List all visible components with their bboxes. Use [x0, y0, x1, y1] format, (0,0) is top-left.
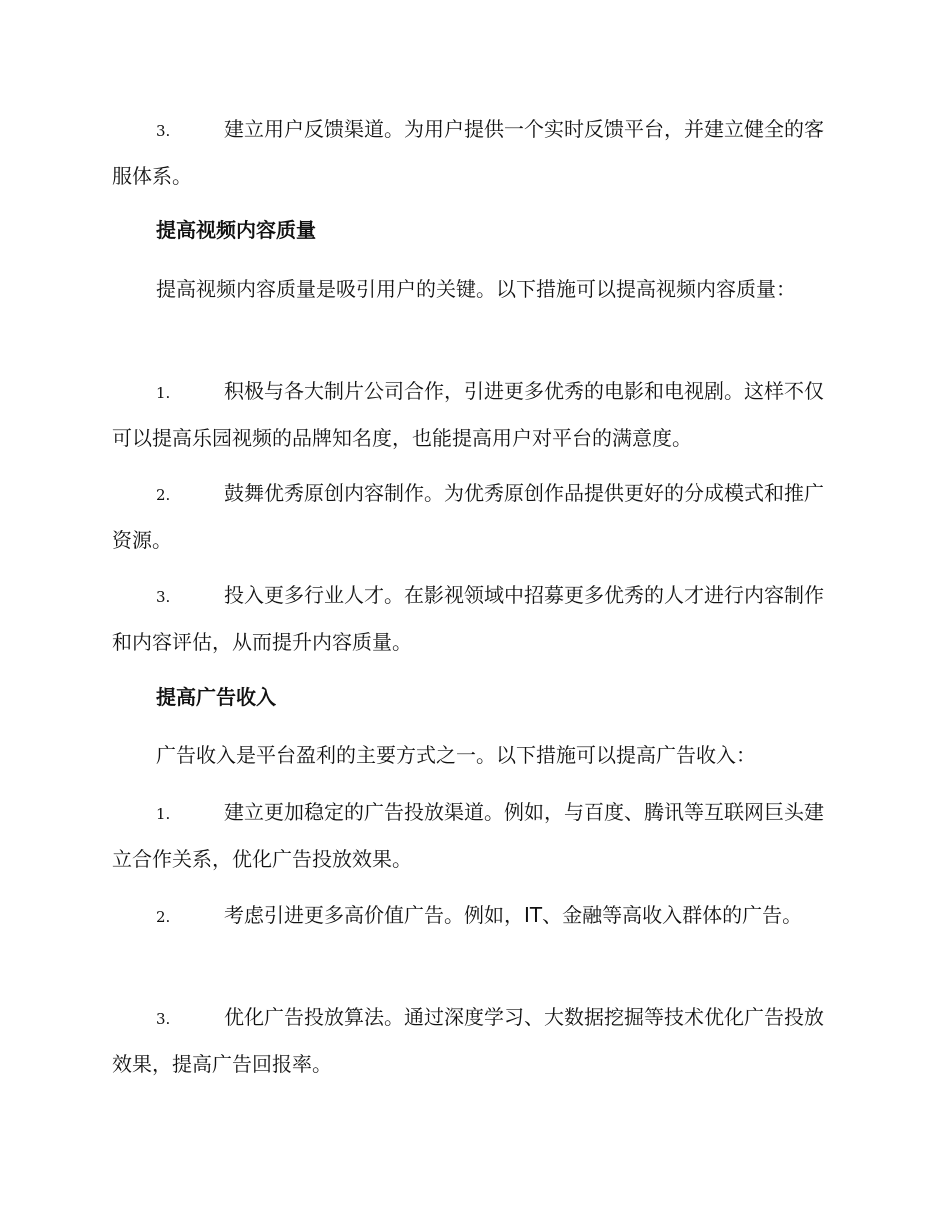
- list-item: [112, 790, 834, 882]
- list-item: [112, 471, 834, 563]
- list-text: 建立用户反馈渠道。为用户提供一个实时反馈平台，并建立健全的客服体系。: [112, 117, 824, 188]
- list-item: [112, 369, 834, 461]
- list-text: 鼓舞优秀原创内容制作。为优秀原创作品提供更好的分成模式和推广资源。: [112, 481, 824, 552]
- list-number: 1.: [156, 805, 171, 823]
- list-number: 2.: [156, 908, 171, 926]
- list-text: 积极与各大制片公司合作，引进更多优秀的电影和电视剧。这样不仅可以提高乐园视频的品牌知名度，也能提高用户对平台的满意度。: [112, 379, 824, 450]
- list-text: 考虑引进更多高价值广告。例如，IT、金融等高收入群体的广告。: [224, 903, 803, 927]
- list-number: 3.: [156, 122, 171, 140]
- section-heading-ad-revenue: 提高广告收入: [156, 685, 276, 709]
- list-number: 1.: [156, 384, 171, 402]
- list-number: 3.: [156, 588, 171, 606]
- list-item: [112, 995, 834, 1087]
- list-number: 2.: [156, 486, 171, 504]
- list-number: 3.: [156, 1010, 171, 1028]
- section-heading-content-quality: 提高视频内容质量: [156, 218, 316, 242]
- list-item: [112, 573, 834, 665]
- list-text: 投入更多行业人才。在影视领域中招募更多优秀的人才进行内容制作和内容评估，从而提升内容质量。: [112, 583, 824, 654]
- paragraph-content-quality-intro: 提高视频内容质量是吸引用户的关键。以下措施可以提高视频内容质量：: [156, 277, 796, 301]
- list-text: 优化广告投放算法。通过深度学习、大数据挖掘等技术优化广告投放效果，提高广告回报率。: [112, 1005, 824, 1076]
- paragraph-ad-revenue-intro: 广告收入是平台盈利的主要方式之一。以下措施可以提高广告收入：: [156, 743, 756, 767]
- list-item: [112, 107, 834, 199]
- list-item: [112, 893, 834, 940]
- list-text: 建立更加稳定的广告投放渠道。例如，与百度、腾讯等互联网巨头建立合作关系，优化广告投放效果。: [112, 800, 824, 871]
